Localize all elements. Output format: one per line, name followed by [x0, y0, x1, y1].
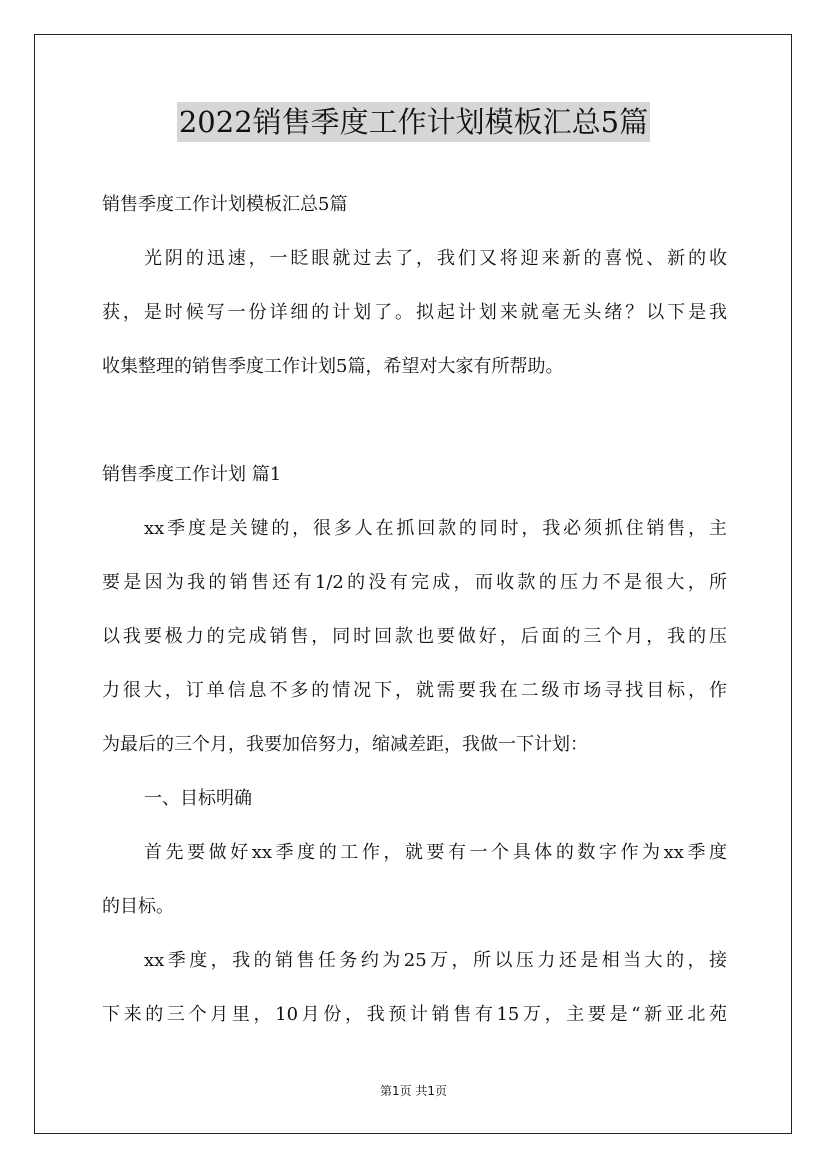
blank-line: [102, 394, 727, 448]
document-body: [102, 178, 727, 1042]
section-line: 以我要极力的完成销售，同时回款也要做好，后面的三个月，我的压: [102, 626, 727, 647]
section-line: xx季度是关键的，很多人在抓回款的同时，我必须抓住销售，主: [144, 518, 727, 539]
target-line: 下来的三个月里，10月份，我预计销售有15万，主要是“新亚北苑: [102, 1004, 727, 1025]
section-line: 为最后的三个月，我要加倍努力，缩减差距，我做一下计划：: [102, 734, 588, 755]
goal-line: 的目标。: [102, 896, 174, 917]
subheading: 一、目标明确: [144, 788, 252, 809]
target-line: xx季度，我的销售任务约为25万，所以压力还是相当大的，接: [144, 950, 727, 971]
section-line: 要是因为我的销售还有1/2的没有完成，而收款的压力不是很大，所: [102, 572, 727, 593]
intro-line: 光阴的迅速，一眨眼就过去了，我们又将迎来新的喜悦、新的收: [144, 248, 727, 269]
intro-line: 获，是时候写一份详细的计划了。拟起计划来就毫无头绪？以下是我: [102, 302, 727, 323]
goal-line: 首先要做好xx季度的工作，就要有一个具体的数字作为xx季度: [144, 842, 727, 863]
section-heading: 销售季度工作计划 篇1: [102, 464, 282, 485]
intro-line: 收集整理的销售季度工作计划5篇，希望对大家有所帮助。: [102, 356, 564, 377]
section-line: 力很大，订单信息不多的情况下，就需要我在二级市场寻找目标，作: [102, 680, 727, 701]
page-footer: 第1页 共1页: [379, 1084, 448, 1098]
document-subtitle: 销售季度工作计划模板汇总5篇: [102, 194, 348, 215]
document-title: 2022销售季度工作计划模板汇总5篇: [177, 102, 650, 142]
title-wrap: [0, 102, 827, 142]
